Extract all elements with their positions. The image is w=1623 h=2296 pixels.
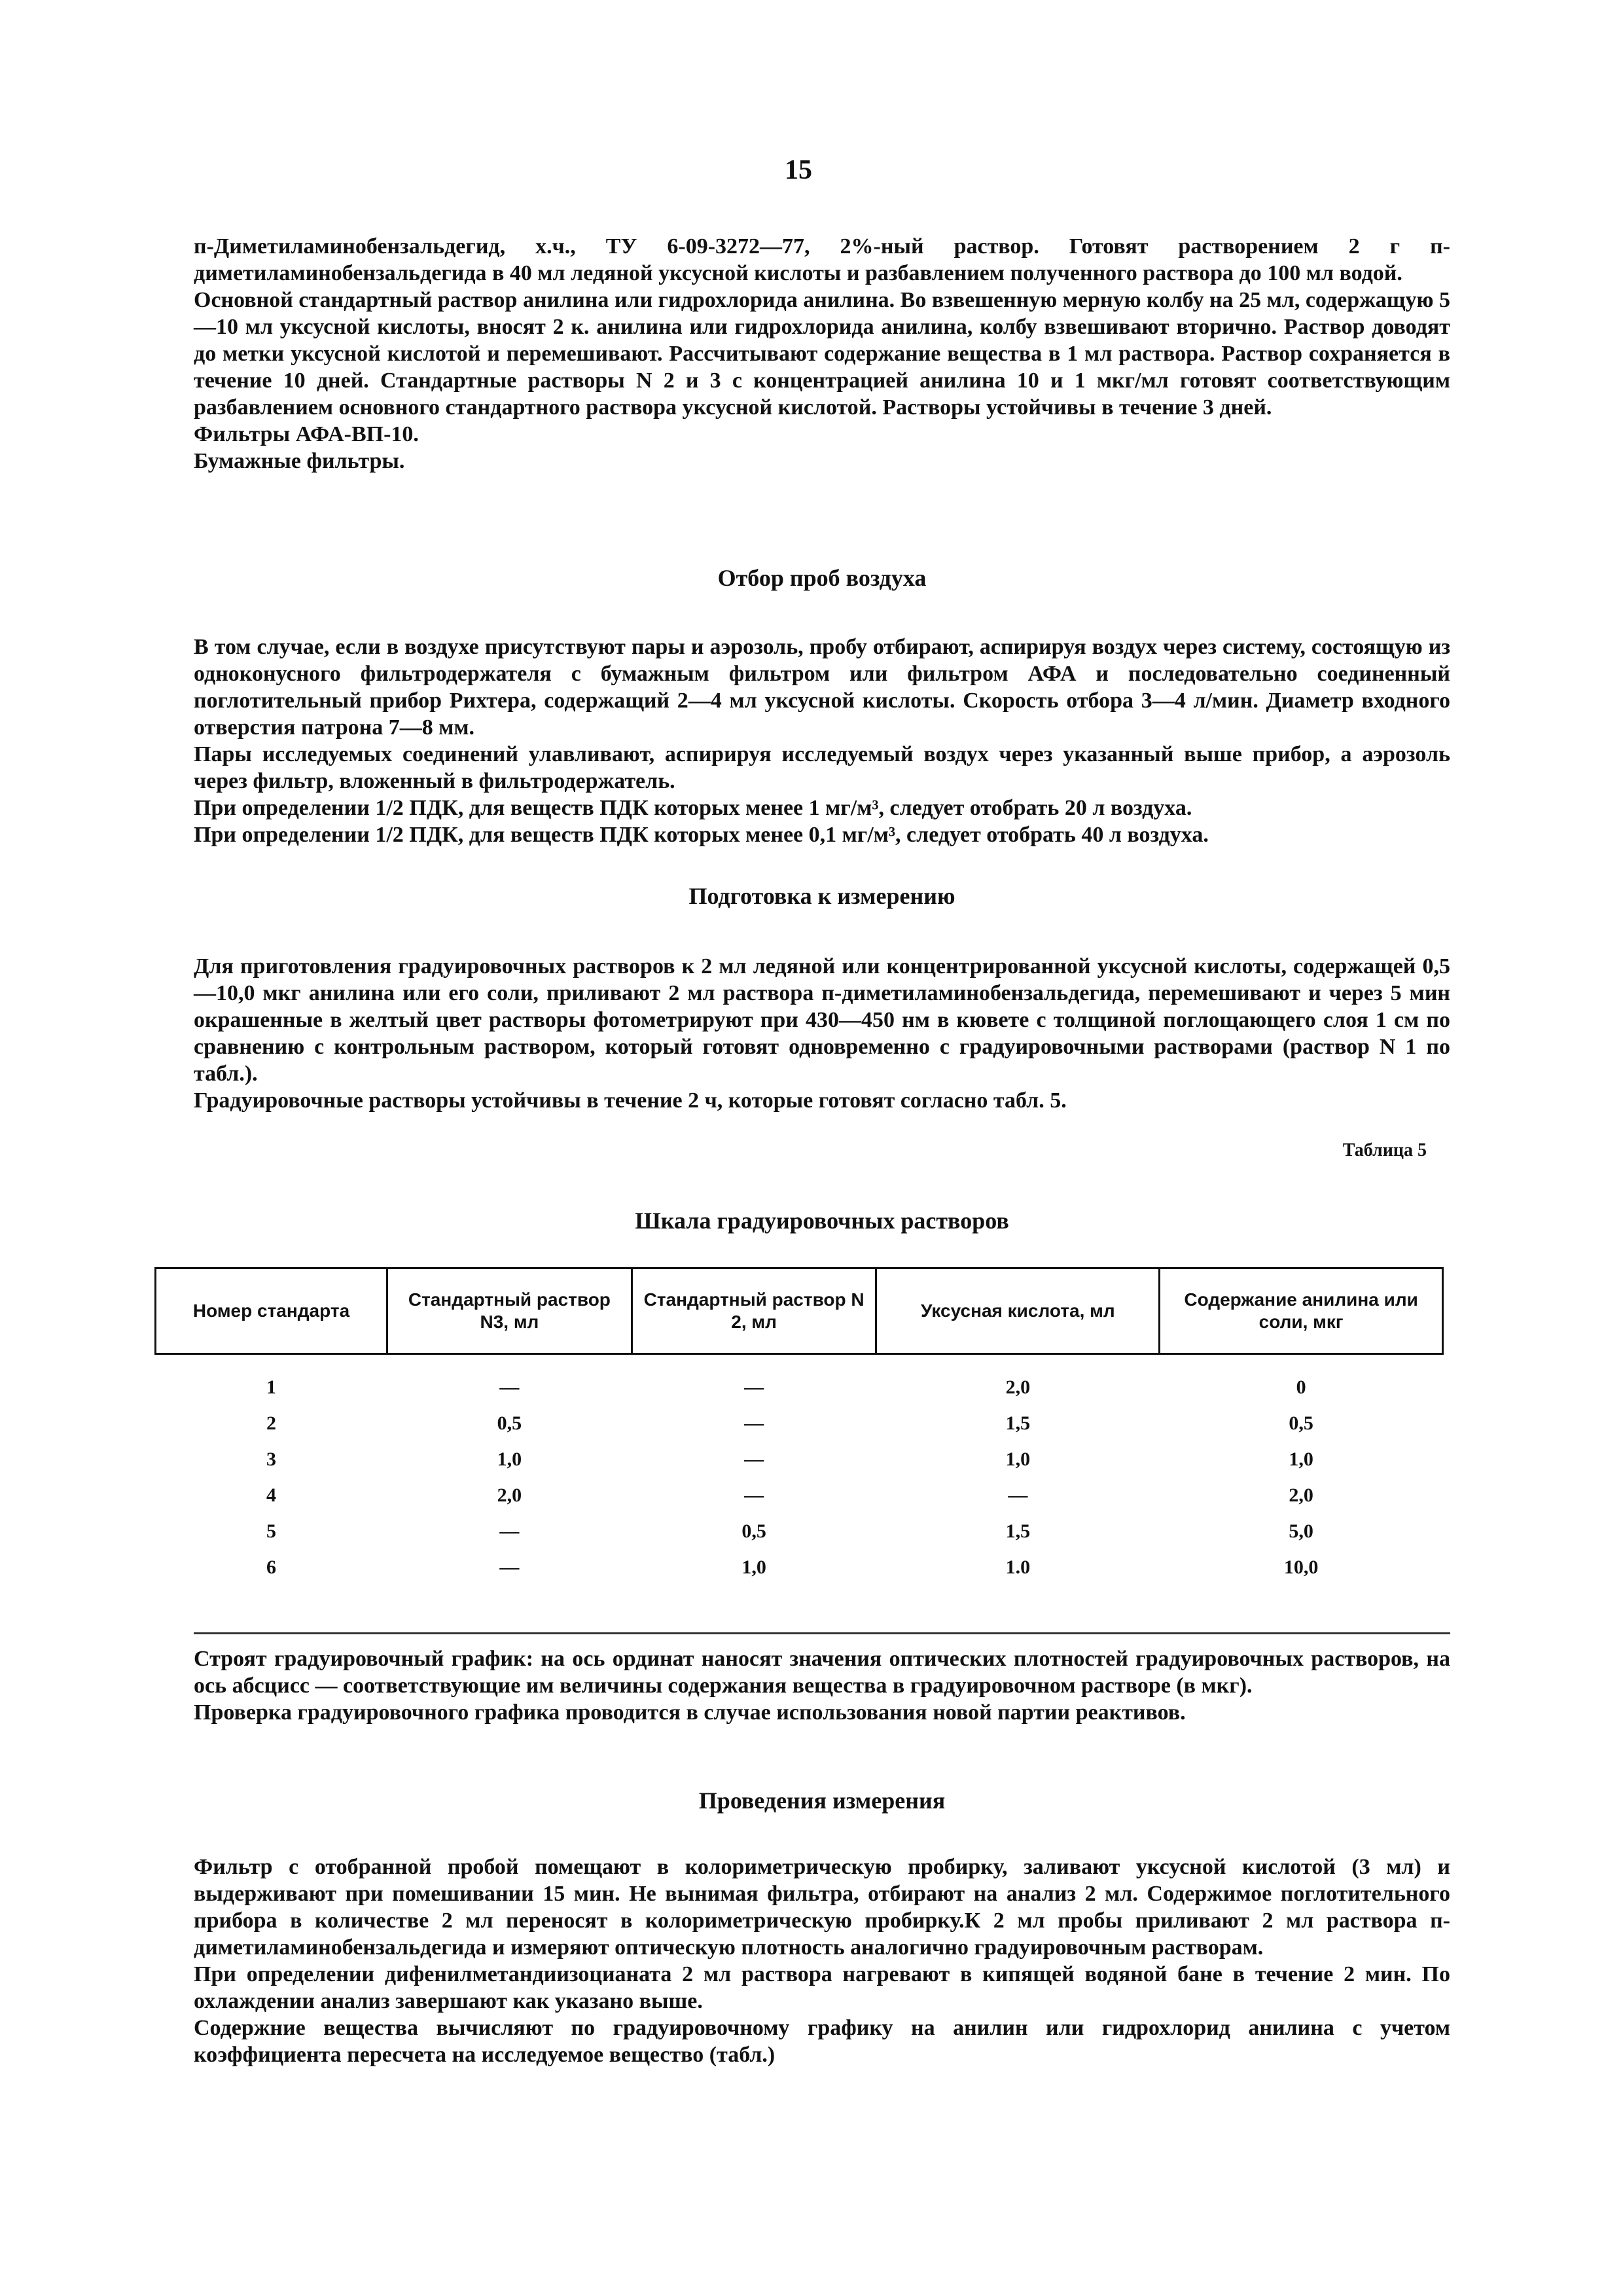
header-standard-n3: Стандартный раствор N3, мл bbox=[387, 1268, 632, 1354]
paragraph-calculation: Содержние вещества вычисляют по градуировочному графику на анилин или гидрохлорид анилина с учетом коэффициента пересчета на исследуемое вещество (табл.) bbox=[194, 2016, 1450, 2067]
table-row bbox=[156, 1405, 1443, 1441]
cell-aniline-content: 10,0 bbox=[1283, 1556, 1319, 1578]
table-title: Шкала градуировочных растворов bbox=[635, 1208, 1009, 1234]
cell-aniline-content: 1,0 bbox=[1289, 1448, 1313, 1470]
cell-acetic-acid: 2,0 bbox=[1005, 1376, 1031, 1398]
cell-acetic-acid: 1,5 bbox=[1005, 1412, 1031, 1434]
cell-standard-n2: 1,0 bbox=[741, 1556, 766, 1578]
table-row bbox=[156, 1477, 1443, 1513]
paragraph-calibration-stability: Градуировочные растворы устойчивы в течение 2 ч, которые готовят согласно табл. 5. bbox=[194, 1088, 1067, 1113]
calibration-table bbox=[154, 1267, 1444, 1585]
cell-standard-n3: 1,0 bbox=[497, 1448, 522, 1470]
cell-acetic-acid: 1,0 bbox=[1005, 1448, 1031, 1470]
preparation-block bbox=[194, 953, 1450, 1114]
cell-aniline-content: 0 bbox=[1296, 1376, 1306, 1398]
table-bottom-rule bbox=[194, 1632, 1450, 1634]
paragraph-paper-filters: Бумажные фильтры. bbox=[194, 449, 405, 473]
cell-standard-n3: 2,0 bbox=[497, 1484, 522, 1506]
paragraph-vapors-aerosol: Пары исследуемых соединений улавливают, аспирируя исследуемый воздух через указанный выше прибор, а аэрозоль через фильтр, вложенный в фильтродержатель. bbox=[194, 742, 1450, 793]
paragraph-stock-solution: Основной стандартный раствор анилина или гидрохлорида анилина. Во взвешенную мерную колбу на 25 мл, содержащую 5—10 мл уксусной кислоты, вносят 2 к. анилина или гидрохлорида анилина, колбу взвешивают вторично. Раствор доводят до метки уксусной кислотой и перемешивают. Рассчитывают содержание вещества в 1 мл раствора. Раствор сохраняется в течение 10 дней. Стандартные растворы N 2 и 3 с концентрацией анилина 10 и 1 мкг/мл готовят соответствующим разбавлением основного стандартного раствора уксусной кислотой. Растворы устойчивы в течение 3 дней. bbox=[194, 288, 1450, 420]
cell-standard-n2: — bbox=[744, 1448, 764, 1470]
section-title-preparation: Подготовка к измерению bbox=[688, 883, 955, 909]
cell-aniline-content: 2,0 bbox=[1289, 1484, 1313, 1506]
cell-standard-number: 3 bbox=[266, 1448, 277, 1470]
paragraph-filter-procedure: Фильтр с отобранной пробой помещают в колориметрическую пробирку, заливают уксусной кислотой (3 мл) и выдерживают при помешивании 15 мин. Не вынимая фильтра, отбирают на анализ 2 мл. Содержимое поглотительного прибора в количестве 2 мл переносят в колориметрическую пробирку.К 2 мл пробы приливают 2 мл раствора п-диметиламинобензальдегида и измеряют оптическую плотность аналогично градуировочным растворам. bbox=[194, 1855, 1450, 1960]
cell-standard-number: 5 bbox=[266, 1520, 277, 1542]
cell-standard-n3: — bbox=[499, 1376, 520, 1398]
air-sampling-block bbox=[194, 634, 1450, 848]
cell-standard-n3: — bbox=[499, 1556, 520, 1578]
cell-acetic-acid: — bbox=[1008, 1484, 1028, 1506]
cell-standard-n2: — bbox=[744, 1412, 764, 1434]
header-acetic-acid: Уксусная кислота, мл bbox=[876, 1268, 1160, 1354]
table-header-row bbox=[156, 1268, 1443, 1354]
paragraph-mdi-heating: При определении дифенилметандиизоцианата 2 мл раствора нагревают в кипящей водяной бане в течение 2 мин. По охлаждении анализ завершают как указано выше. bbox=[194, 1962, 1450, 2013]
header-aniline-content: Содержание анилина или соли, мкг bbox=[1160, 1268, 1443, 1354]
cell-acetic-acid: 1.0 bbox=[1005, 1556, 1031, 1578]
cell-standard-number: 2 bbox=[266, 1412, 277, 1434]
table-row bbox=[156, 1369, 1443, 1405]
cell-standard-n2: 0,5 bbox=[741, 1520, 766, 1542]
table-row bbox=[156, 1441, 1443, 1477]
section-title-air-sampling: Отбор проб воздуха bbox=[717, 565, 927, 591]
cell-aniline-content: 0,5 bbox=[1289, 1412, 1313, 1434]
cell-aniline-content: 5,0 bbox=[1289, 1520, 1313, 1542]
paragraph-filters-afa: Фильтры АФА-ВП-10. bbox=[194, 422, 419, 446]
paragraph-sampling-system: В том случае, если в воздухе присутствуют пары и аэрозоль, пробу отбирают, аспирируя воздух через систему, состоящую из одноконусного фильтродержателя с бумажным фильтром или фильтром АФА и последовательно соединенный поглотительный прибор Рихтера, содержащий 2—4 мл уксусной кислоты. Скорость отбора 3—4 л/мин. Диаметр входного отверстия патрона 7—8 мм. bbox=[194, 635, 1450, 740]
cell-standard-number: 6 bbox=[266, 1556, 277, 1578]
cell-standard-n2: — bbox=[744, 1376, 764, 1398]
table-row bbox=[156, 1549, 1443, 1585]
paragraph-reagent-dmab: п-Диметиламинобензальдегид, х.ч., ТУ 6-09-3272—77, 2%-ный раствор. Готовят растворением 2 г п-диметиламинобензальдегида в 40 мл ледяной уксусной кислоты и разбавлением полученного раствора до 100 мл водой. bbox=[194, 234, 1450, 285]
page-number: 15 bbox=[785, 155, 812, 185]
header-standard-n2: Стандартный раствор N 2, мл bbox=[632, 1268, 876, 1354]
table-row bbox=[156, 1513, 1443, 1549]
cell-standard-n2: — bbox=[744, 1484, 764, 1506]
paragraph-calibration-solutions: Для приготовления градуировочных растворов к 2 мл ледяной или концентрированной уксусной кислоты, содержащей 0,5—10,0 мкг анилина или его соли, приливают 2 мл раствора п-диметиламинобензальдегида, перемешивают и через 5 мин окрашенные в желтый цвет растворы фотометрируют при 430—450 нм в кювете с толщиной поглощающего слоя 1 см по сравнению с контрольным раствором, который готовят одновременно с градуировочными растворами (раствор N 1 по табл.). bbox=[194, 954, 1450, 1086]
measurement-block bbox=[194, 1854, 1450, 2068]
cell-standard-n3: — bbox=[499, 1520, 520, 1542]
paragraph-calibration-graph: Строят градуировочный график: на ось ординат наносят значения оптических плотностей градуировочных растворов, на ось абсцисс — соответствующие им величины содержания вещества в градуировочном растворе (в мкг). bbox=[194, 1647, 1450, 1698]
cell-standard-number: 4 bbox=[266, 1484, 277, 1506]
cell-standard-number: 1 bbox=[266, 1376, 277, 1398]
calibration-graph-block bbox=[194, 1645, 1450, 1726]
cell-standard-n3: 0,5 bbox=[497, 1412, 522, 1434]
cell-acetic-acid: 1,5 bbox=[1005, 1520, 1031, 1542]
paragraph-half-mac-40l: При определении 1/2 ПДК, для веществ ПДК которых менее 0,1 мг/м³, следует отобрать 40 л воздуха. bbox=[194, 823, 1209, 847]
section-title-measurement: Проведения измерения bbox=[698, 1787, 946, 1814]
table-label: Таблица 5 bbox=[1342, 1140, 1427, 1160]
reagents-block bbox=[194, 233, 1450, 475]
paragraph-half-mac-20l: При определении 1/2 ПДК, для веществ ПДК которых менее 1 мг/м³, следует отобрать 20 л воздуха. bbox=[194, 796, 1192, 820]
paragraph-graph-verification: Проверка градуировочного графика проводится в случае использования новой партии реактивов. bbox=[194, 1700, 1186, 1725]
header-standard-number: Номер стандарта bbox=[156, 1268, 387, 1354]
